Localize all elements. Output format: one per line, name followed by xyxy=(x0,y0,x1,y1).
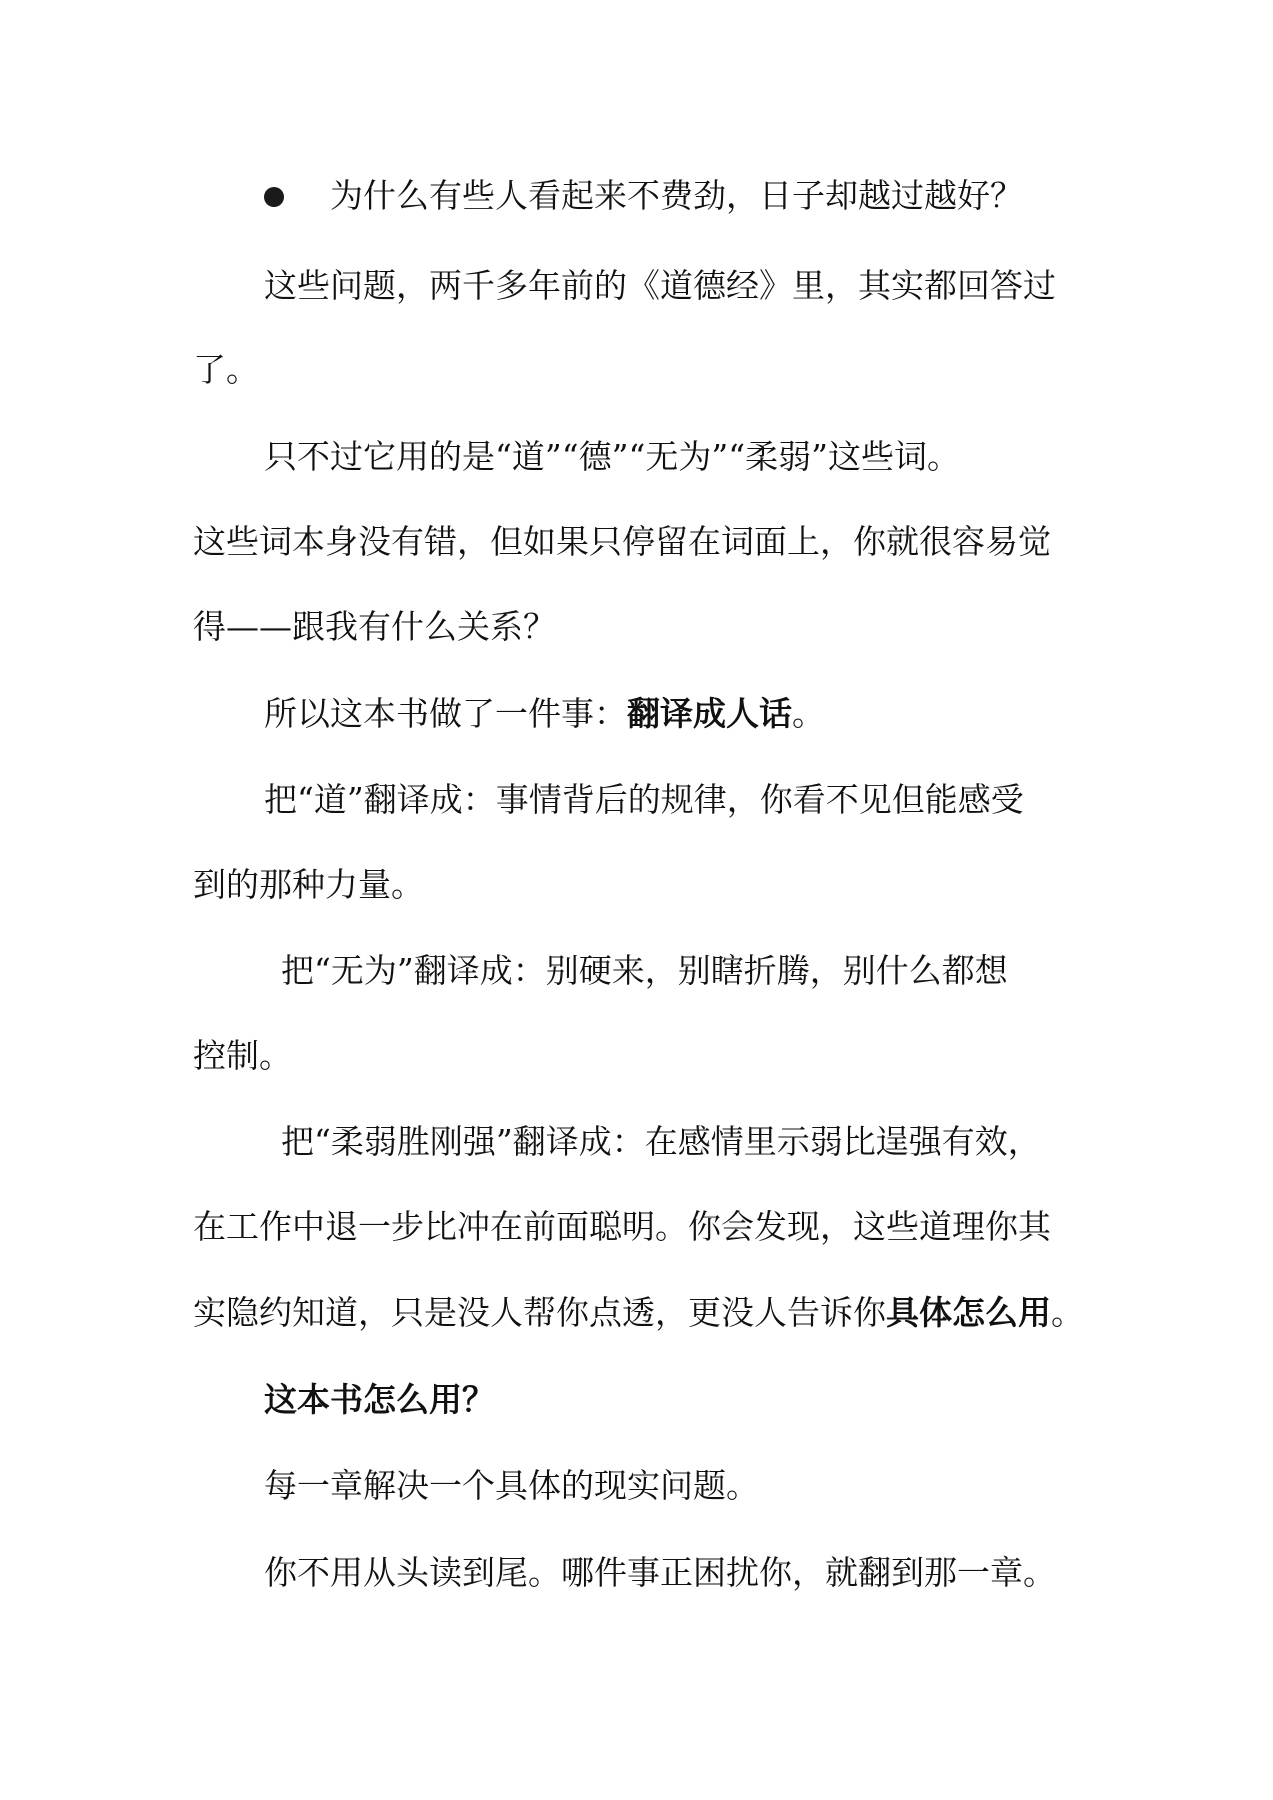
paragraph-line xyxy=(264,694,825,734)
paragraph-line: 在工作中退一步比冲在前面聪明。你会发现，这些道理你其 xyxy=(193,1207,1051,1246)
bold-text: 具体怎么用 xyxy=(886,1293,1051,1332)
paragraph-line: 把“无为”翻译成：别硬来，别瞎折腾，别什么都想 xyxy=(281,951,1008,990)
paragraph-line: 每一章解决一个具体的现实问题。 xyxy=(264,1466,759,1505)
text-run: 。 xyxy=(1051,1293,1084,1332)
bullet-text: 为什么有些人看起来不费劲，日子却越过越好？ xyxy=(330,176,1023,215)
paragraph-line: 控制。 xyxy=(193,1036,292,1075)
paragraph-line: 得——跟我有什么关系？ xyxy=(193,607,556,646)
paragraph-line: 只不过它用的是“道”“德”“无为”“柔弱”这些词。 xyxy=(264,437,960,476)
text-run: 所以这本书做了一件事： xyxy=(264,694,627,733)
bold-text: 翻译成人话 xyxy=(627,694,792,733)
paragraph-line: 这些问题，两千多年前的《道德经》里，其实都回答过 xyxy=(264,266,1056,305)
text-run: 实隐约知道，只是没人帮你点透，更没人告诉你 xyxy=(193,1293,886,1332)
paragraph-line: 把“道”翻译成：事情背后的规律，你看不见但能感受 xyxy=(264,780,1024,819)
section-heading: 这本书怎么用？ xyxy=(264,1380,495,1419)
paragraph-line xyxy=(193,1293,1084,1333)
paragraph-line: 到的那种力量。 xyxy=(193,865,424,904)
paragraph-line: 你不用从头读到尾。哪件事正困扰你，就翻到那一章。 xyxy=(264,1553,1056,1592)
text-run: 。 xyxy=(792,694,825,733)
paragraph-line: 这些词本身没有错，但如果只停留在词面上，你就很容易觉 xyxy=(193,522,1051,561)
paragraph-line: 了。 xyxy=(193,350,259,389)
bullet-icon xyxy=(264,187,284,207)
paragraph-line: 把“柔弱胜刚强”翻译成：在感情里示弱比逞强有效， xyxy=(281,1122,1041,1161)
